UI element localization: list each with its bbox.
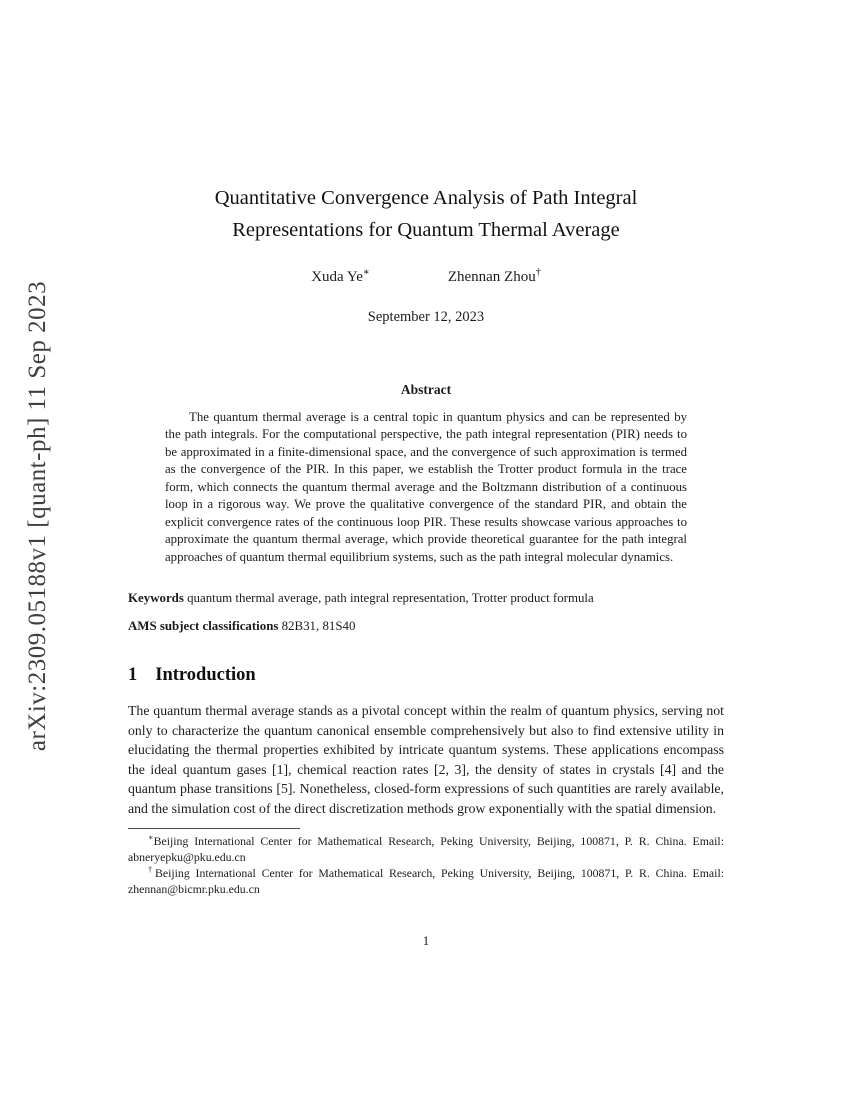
section-title: Introduction [155,665,256,686]
footnote-second-text: Beijing International Center for Mathematical Research, Peking University, Beijing, 100871, P. R. China. Email: zhennan@bicmr.pku.edu.cn [128,866,724,897]
author-first [311,266,370,286]
author-second-mark: † [535,266,541,278]
footnotes-block [128,833,724,897]
keywords-label: Keywords [128,591,184,606]
paper-date: September 12, 2023 [367,308,485,325]
paper-content [128,0,724,949]
footnote-first-text: Beijing International Center for Mathematical Research, Peking University, Beijing, 100871, P. R. China. Email: abneryepku@pku.edu.cn [128,834,724,865]
abstract-heading: Abstract [400,381,452,397]
section-number: 1 [128,665,138,686]
author-second-name: Zhennan Zhou [447,268,536,285]
footnote-second-author [128,865,724,897]
paper-title [128,183,724,247]
keywords-text: quantum thermal average, path integral representation, Trotter product formula [183,591,594,606]
ams-line [128,619,724,634]
abstract-text: The quantum thermal average is a central topic in quantum physics and can be represented by the path integrals. For the computational perspective, the path integral representation (PIR) needs to be approximated in a finite-dimensional space, and the convergence of such approximation is termed as the convergence of the PIR. In this paper, we establish the Trotter product formula in the trace form, which connects the quantum thermal average and the Boltzmann distribution of a continuous loop in a rigorous way. We prove the qualitative convergence of the standard PIR, and obtain the explicit convergence rates of the continuous loop PIR. These results showcase various approaches to approximate the quantum thermal average, which provide theoretical guarantee for the path integral approaches of quantum thermal equilibrium systems, such as the path integral molecular dynamics. [165,409,687,564]
authors-line [128,266,724,286]
author-first-mark: ∗ [362,266,370,278]
abstract-block [165,382,687,567]
ams-label: AMS subject classifications [128,619,279,634]
footnote-second-mark: † [148,865,155,875]
paper-title-line2: Representations for Quantum Thermal Average [232,218,620,241]
footnote-first-mark: ∗ [148,833,154,843]
ams-text: 82B31, 81S40 [278,619,356,634]
intro-paragraph: The quantum thermal average stands as a pivotal concept within the realm of quantum physics, serving not only to characterize the quantum canonical ensemble comprehensively but also to find extensive utility in elucidating the thermal properties exhibited by intricate quantum systems. These applications encompass the ideal quantum gases [1], chemical reaction rates [2, 3], the density of states in crystals [4] and the quantum phase transitions [5]. Nonetheless, closed-form expressions of such quantities are rarely available, and the simulation cost of the direct discretization methods grow exponentially with the spatial dimension. [128,703,724,816]
section-heading-introduction [128,665,724,686]
paper-title-line1: Quantitative Convergence Analysis of Path Integral [214,187,638,209]
page-number: 1 [422,933,430,949]
footnote-rule [128,828,300,829]
arxiv-sidebar-label: arXiv:2309.05188v1 [quant-ph] 11 Sep 2023 [24,280,51,752]
author-first-name: Xuda Ye [311,268,363,285]
author-second [447,266,541,286]
keywords-line [128,591,724,606]
footnote-first-author [128,833,724,865]
